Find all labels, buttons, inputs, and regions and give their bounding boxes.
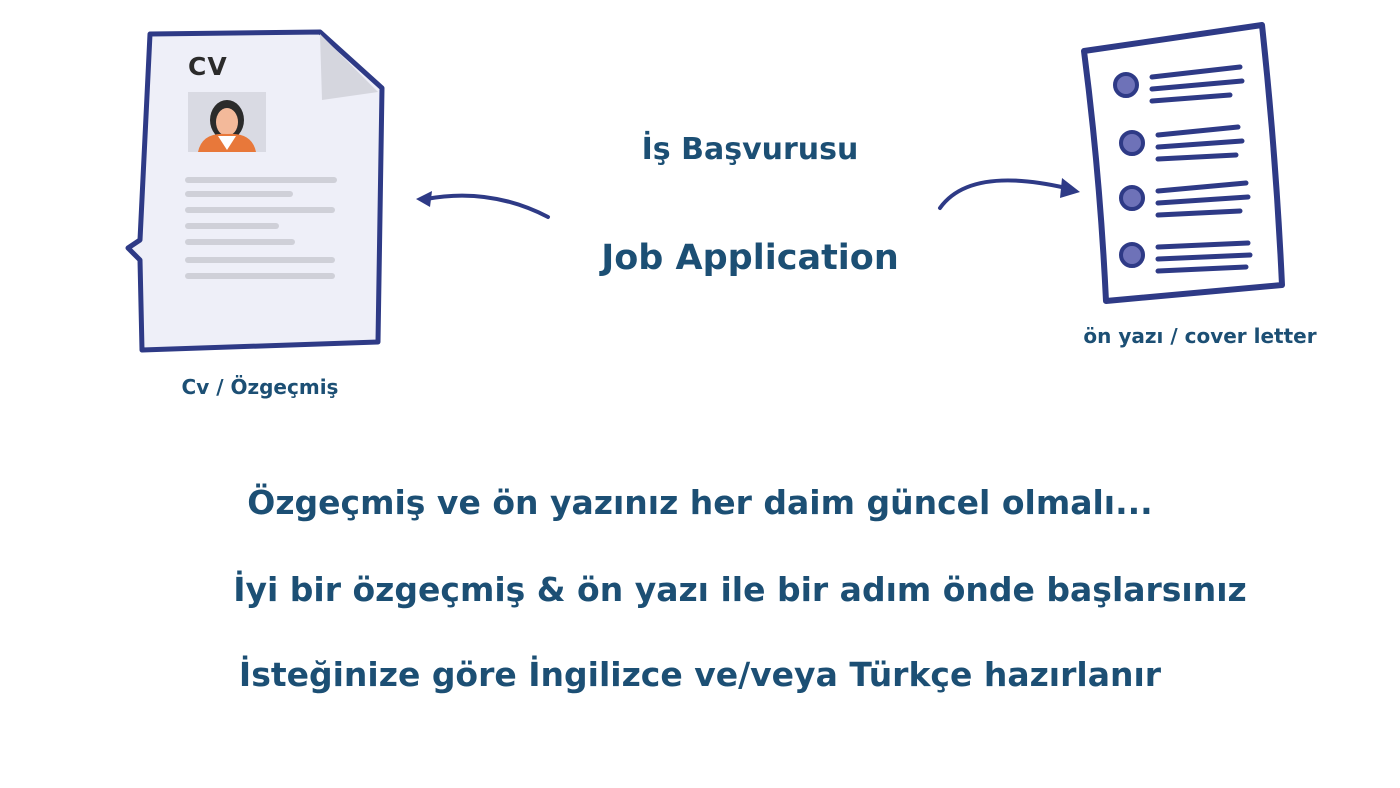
cv-document-icon: [120, 20, 395, 360]
tagline-3: İsteğinize göre İngilizce ve/veya Türkçe hazırlanır: [238, 655, 1162, 694]
cv-document-title: CV: [188, 52, 228, 81]
cv-caption: Cv / Özgeçmiş: [181, 375, 339, 399]
tagline-2: İyi bir özgeçmiş & ön yazı ile bir adım önde başlarsınız: [233, 570, 1247, 609]
cover-letter-icon: [1070, 15, 1300, 315]
heading-turkish: İş Başvurusu: [641, 132, 859, 167]
left-arrow-icon: [410, 175, 560, 235]
heading-english: Job Application: [601, 238, 899, 278]
right-arrow-icon: [930, 160, 1090, 220]
tagline-1: Özgeçmiş ve ön yazınız her daim güncel olmalı...: [247, 483, 1153, 522]
cover-letter-caption: ön yazı / cover letter: [1083, 324, 1317, 348]
